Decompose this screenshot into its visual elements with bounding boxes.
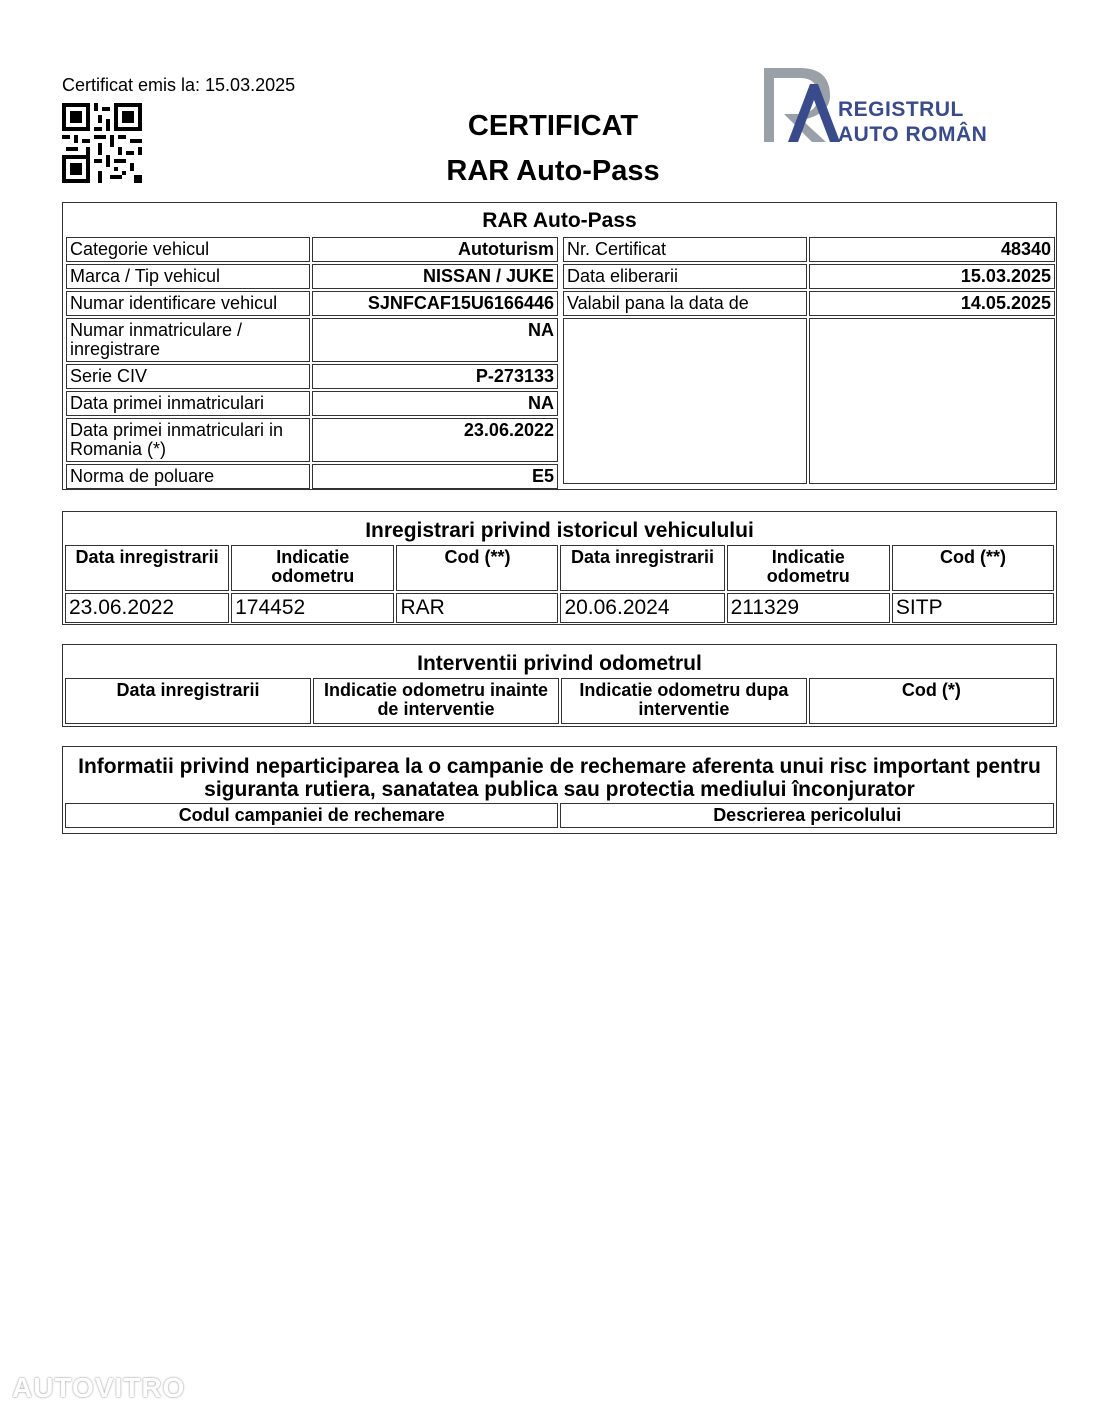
table-cell: 20.06.2024 [560, 593, 724, 623]
column-header: Descrierea pericolului [560, 803, 1054, 828]
history-section-title: Inregistrari privind istoricul vehiculului [365, 519, 754, 542]
table-row [66, 364, 558, 389]
history-table [63, 543, 1056, 625]
interventions-section-title: Interventii privind odometrul [417, 652, 702, 675]
detail-value: 15.03.2025 [809, 264, 1055, 289]
table-row [65, 593, 1054, 623]
empty-cell [809, 318, 1055, 484]
table-header-row [65, 803, 1054, 828]
issued-date-label: Certificat emis la: 15.03.2025 [62, 75, 296, 95]
detail-value: Autoturism [312, 237, 558, 262]
column-header: Data inregistrarii [65, 678, 311, 724]
column-header: Cod (**) [892, 545, 1054, 591]
vehicle-details-table [64, 235, 560, 491]
watermark: AUTOVITRO [12, 1372, 186, 1403]
column-header: Codul campaniei de rechemare [65, 803, 558, 828]
table-cell: 174452 [231, 593, 394, 623]
detail-label: Valabil pana la data de [563, 291, 807, 316]
certificate-subtitle: RAR Auto-Pass [446, 155, 660, 187]
detail-value: E5 [312, 464, 558, 489]
table-cell: 211329 [727, 593, 890, 623]
detail-label: Categorie vehicul [66, 237, 310, 262]
column-header: Cod (**) [396, 545, 558, 591]
logo-line-1: REGISTRUL [838, 98, 964, 121]
detail-value: NA [312, 391, 558, 416]
table-row [563, 318, 1055, 484]
column-header: Indicatie odometru [727, 545, 890, 591]
detail-label: Marca / Tip vehicul [66, 264, 310, 289]
certificate-title: CERTIFICAT [467, 110, 639, 142]
detail-value: P-273133 [312, 364, 558, 389]
detail-label: Serie CIV [66, 364, 310, 389]
interventions-section [62, 644, 1057, 727]
column-header: Data inregistrarii [560, 545, 724, 591]
detail-value: 14.05.2025 [809, 291, 1055, 316]
detail-label: Data primei inmatriculari [66, 391, 310, 416]
recall-table [63, 801, 1056, 830]
table-row [66, 318, 558, 362]
detail-value: SJNFCAF15U6166446 [312, 291, 558, 316]
autopass-section-title: RAR Auto-Pass [482, 209, 637, 232]
recall-section [62, 746, 1057, 834]
table-row [66, 464, 558, 489]
table-header-row [65, 678, 1054, 724]
detail-value: NISSAN / JUKE [312, 264, 558, 289]
table-row [66, 418, 558, 462]
rar-logo-text [838, 97, 987, 147]
empty-cell [563, 318, 807, 484]
table-row [563, 237, 1055, 262]
detail-label: Nr. Certificat [563, 237, 807, 262]
table-row [66, 391, 558, 416]
detail-label: Numar identificare vehicul [66, 291, 310, 316]
table-cell: 23.06.2022 [65, 593, 229, 623]
detail-label: Norma de poluare [66, 464, 310, 489]
detail-value: NA [312, 318, 558, 362]
table-header-row [65, 545, 1054, 591]
column-header: Indicatie odometru [231, 545, 394, 591]
detail-value: 23.06.2022 [312, 418, 558, 462]
certificate-details-table [561, 235, 1057, 486]
column-header: Data inregistrarii [65, 545, 229, 591]
logo-line-2: AUTO ROMÂN [838, 123, 988, 146]
table-row [66, 264, 558, 289]
column-header: Cod (*) [809, 678, 1054, 724]
table-cell: SITP [892, 593, 1054, 623]
table-row [66, 291, 558, 316]
recall-section-title: Informatii privind neparticiparea la o campanie de rechemare aferenta unui risc important pentru siguranta rutiera, sanatatea publica sau protectia mediului înconjurator [78, 755, 1041, 801]
table-row [66, 237, 558, 262]
table-row [563, 291, 1055, 316]
autopass-section [62, 202, 1057, 490]
detail-label: Numar inmatriculare / inregistrare [66, 318, 310, 362]
detail-label: Data eliberarii [563, 264, 807, 289]
history-section [62, 511, 1057, 625]
table-cell: RAR [396, 593, 558, 623]
detail-label: Data primei inmatriculari in Romania (*) [66, 418, 310, 462]
detail-value: 48340 [809, 237, 1055, 262]
interventions-table [63, 676, 1056, 726]
column-header: Indicatie odometru inainte de interventie [313, 678, 559, 724]
table-row [563, 264, 1055, 289]
column-header: Indicatie odometru dupa interventie [561, 678, 807, 724]
